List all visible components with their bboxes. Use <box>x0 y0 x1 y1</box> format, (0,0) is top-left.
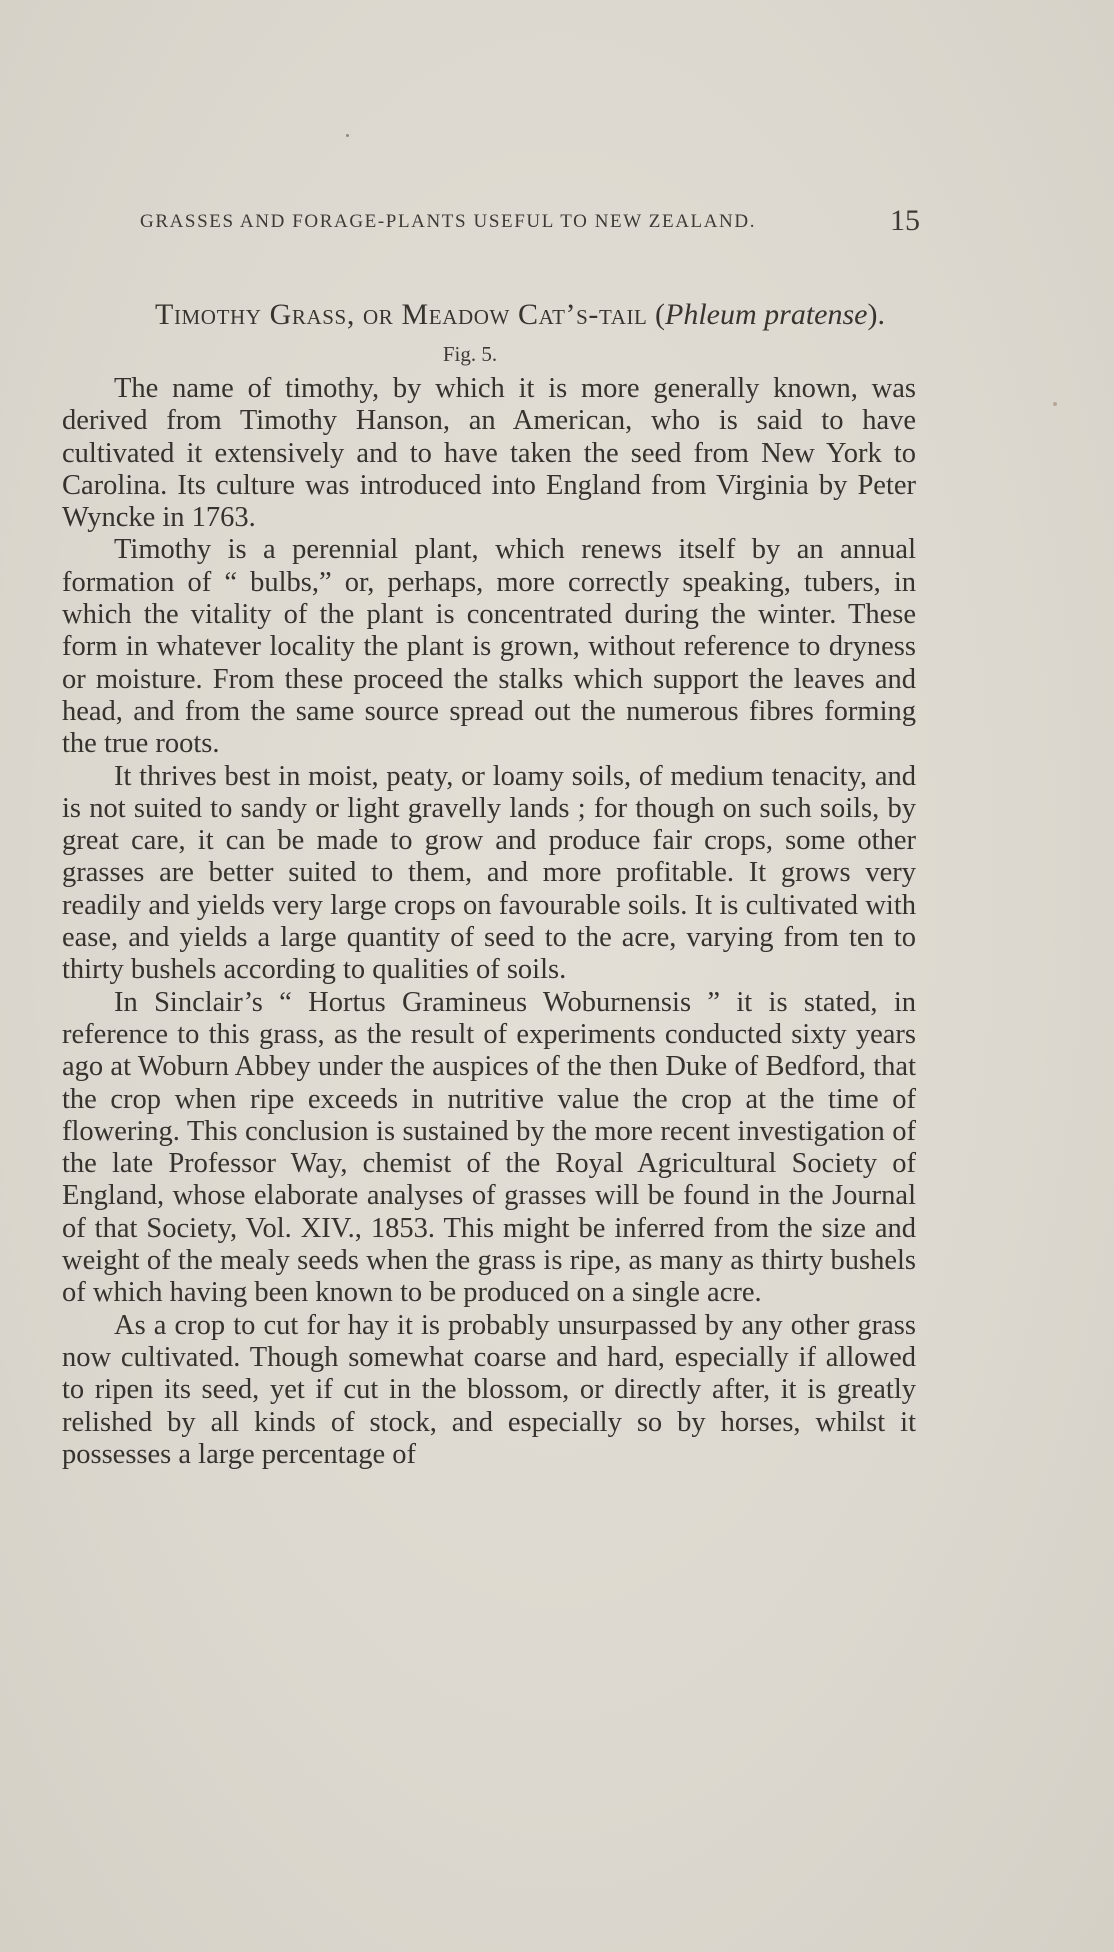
paragraph-hay-crop: As a crop to cut for hay it is probably unsurpassed by any other grass now cultivated. Though somewhat coarse and hard, especially if allowed to ripen its seed, yet if cut in the blossom, or directly after, it is greatly relished by all kinds of stock, and especially so by horses, whilst it possesses a large percentage of <box>62 1309 916 1470</box>
page-number: 15 <box>890 204 920 237</box>
paper-speck <box>1053 402 1057 406</box>
section-heading <box>110 298 930 332</box>
running-head <box>140 206 920 242</box>
paper-speck <box>346 134 349 137</box>
section-heading-open-paren: ( <box>655 298 665 331</box>
section-heading-close-paren: ). <box>867 298 885 331</box>
section-heading-title: Timothy Grass, or Meadow Cat’s-tail <box>155 298 648 331</box>
paragraph-nutritive-value: In Sinclair’s “ Hortus Gramineus Woburnensis ” it is stated, in reference to this grass, as the result of experiments conducted sixty years ago at Woburn Abbey under the auspices of the then Duke of Bedford, that the crop when ripe exceeds in nutritive value the crop at the time of flowering. This conclusion is sustained by the more recent investigation of the late Professor Way, chemist of the Royal Agricultural Society of England, whose elaborate analyses of grasses will be found in the Journal of that Society, Vol. XIV., 1853. This might be inferred from the size and weight of the mealy seeds when the grass is ripe, as many as thirty bushels of which having been known to be produced on a single acre. <box>62 986 916 1309</box>
running-title: GRASSES AND FORAGE-PLANTS USEFUL TO NEW ZEALAND. <box>140 211 757 232</box>
figure-reference: Fig. 5. <box>442 342 498 366</box>
body-text <box>62 373 916 1471</box>
paragraph-soils: It thrives best in moist, peaty, or loamy soils, of medium tenacity, and is not suited to sandy or light gravelly lands ; for though on such soils, by great care, it can be made to grow and produce fair crops, some other grasses are better suited to them, and more profitable. It grows very readily and yields very large crops on favourable soils. It is cultivated with ease, and yields a large quantity of seed to the acre, varying from ten to thirty bushels according to qualities of soils. <box>62 760 916 986</box>
section-heading-latin-name: Phleum pratense <box>665 298 868 331</box>
paragraph-growth: Timothy is a perennial plant, which renews itself by an annual formation of “ bulbs,” or, perhaps, more correctly speaking, tubers, in which the vitality of the plant is concentrated during the winter. These form in whatever locality the plant is grown, without reference to dryness or moisture. From these proceed the stalks which support the leaves and head, and from the same source spread out the numerous fibres forming the true roots. <box>62 534 916 760</box>
paragraph-origin: The name of timothy, by which it is more generally known, was derived from Timothy Hanson, an American, who is said to have cultivated it extensively and to have taken the seed from New York to Carolina. Its culture was introduced into England from Virginia by Peter Wyncke in 1763. <box>62 373 916 534</box>
